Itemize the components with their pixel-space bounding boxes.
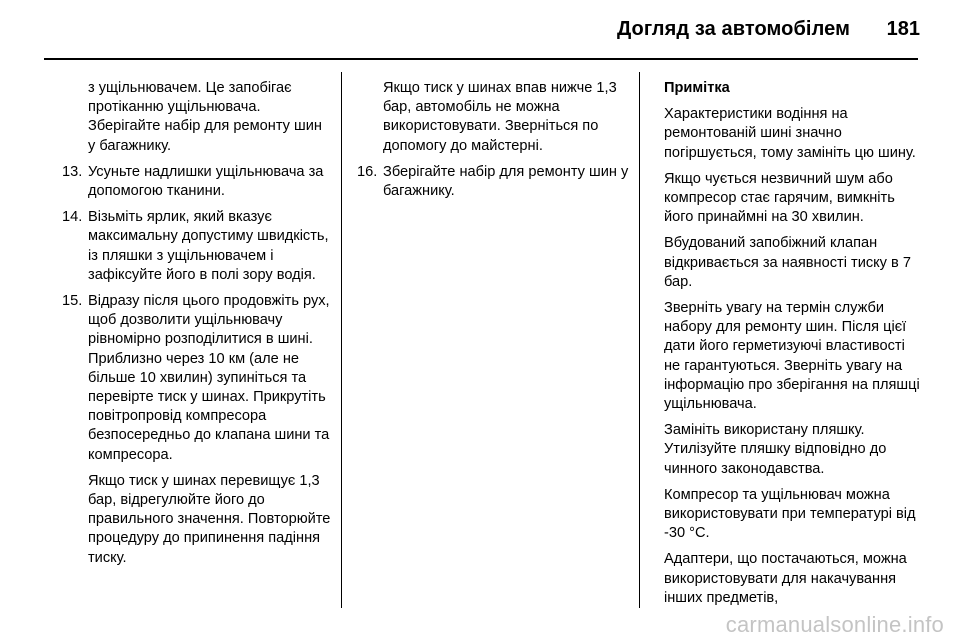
lead-paragraph: Якщо тиск у шинах впав нижче 1,3 бар, автомобіль не можна використовувати. Зверніться по допомогу до майстерні. [383, 80, 617, 154]
note-paragraph: Характеристики водіння на ремонтованій шині значно погіршується, тому замініть цю шину. [664, 106, 916, 161]
text-column-1 [62, 79, 332, 575]
page-number: 181 [886, 18, 920, 40]
list-item-13 [62, 163, 332, 201]
note-paragraph: Адаптери, що постачаються, можна використовувати для накачування інших предметів, [664, 551, 907, 606]
column-divider-2 [639, 72, 640, 608]
note-paragraph: Зверніть увагу на термін служби набору для ремонту шин. Після цієї дати його герметизуючі властивості не гарантуються. Зверніть увагу на інформацію про зберігання на пляшці ущільнювача. [664, 300, 920, 413]
page-header [0, 0, 960, 64]
note-paragraph: Вбудований запобіжний клапан відкривається за наявності тиску в 7 бар. [664, 235, 911, 290]
note-title: Примітка [664, 80, 730, 96]
list-item-number: 15. [62, 293, 83, 310]
list-item-15-followup: Якщо тиск у шинах перевищує 1,3 бар, відрегулюйте його до правильного значення. Повторюйте процедуру до припинення падіння тиску. [88, 472, 331, 566]
list-item-15 [62, 292, 332, 465]
watermark-text: carmanualsonline.info [725, 612, 944, 637]
list-item-text: Зберігайте набір для ремонту шин у багажнику. [383, 163, 629, 200]
section-title: Догляд за автомобілем [616, 18, 850, 40]
header-divider [44, 58, 918, 60]
note-paragraph: Компресор та ущільнювач можна використовувати при температурі від -30 °C. [664, 486, 916, 542]
list-item-16 [357, 163, 629, 201]
list-item-text: Усуньте надлишки ущільнювача за допомогою тканини. [88, 163, 324, 200]
list-item-number: 16. [357, 163, 378, 180]
list-item-14 [62, 208, 332, 285]
text-column-3 [664, 79, 924, 615]
note-paragraph: Замініть використану пляшку. Утилізуйте пляшку відповідно до чинного законодавства. [664, 422, 887, 477]
text-column-2 [357, 79, 629, 208]
list-item-number: 14. [62, 209, 83, 226]
list-item-text: Візьміть ярлик, який вказує максимальну допустиму швидкість, із пляшки з ущільнювачем і зафіксуйте його в полі зору водія. [88, 209, 329, 283]
continuation-paragraph: з ущільнювачем. Це запобігає протіканню ущільнювача. Зберігайте набір для ремонту шин у багажнику. [88, 80, 322, 154]
column-divider-1 [341, 72, 342, 608]
list-item-number: 13. [62, 163, 83, 180]
note-paragraph: Якщо чується незвичний шум або компресор стає гарячим, вимкніть його принаймні на 30 хвилин. [664, 170, 895, 226]
list-item-text: Відразу після цього продовжіть рух, щоб дозволити ущільнювачу рівномірно розподілитися в шині. Приблизно через 10 км (але не більше 10 хвилин) зупиніться та перевірте тиск у шинах. Прикрутіть повітропровід компресора безпосередньо до клапана шини та компресора. [88, 293, 330, 463]
